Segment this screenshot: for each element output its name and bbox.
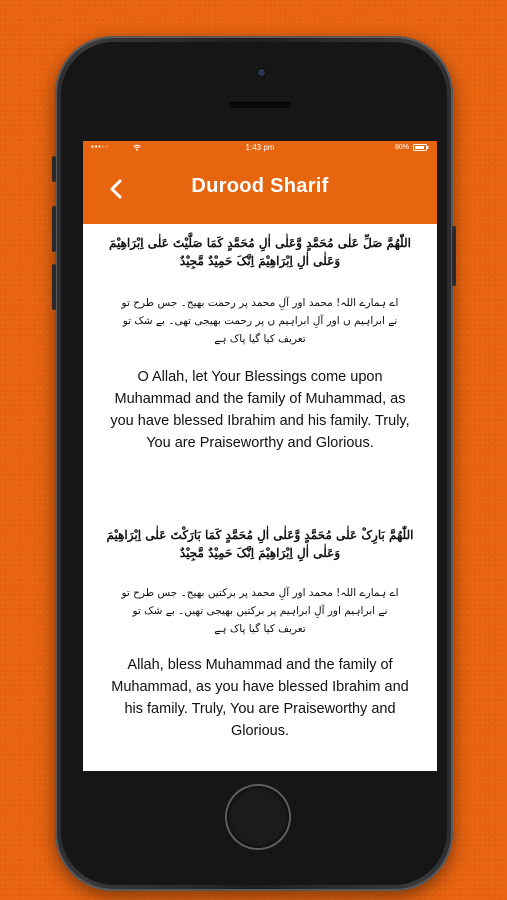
status-bar xyxy=(83,141,437,154)
phone-face xyxy=(61,42,447,885)
arabic-text: اللّٰھُمَّ صَلِّ عَلٰی مُحَمَّدٍ وَّعَلٰی اٰلِ مُحَمَّدٍ کَمَا صَلَّیْتَ عَلٰی اِبْرَاھِیْمَ وَعَلٰی اٰلِ اِبْرَاھِیْمَ اِنَّکَ حَمِیْدٌ مَّجِیْدٌ xyxy=(108,236,412,268)
english-translation: O Allah, let Your Blessings come upon Muhammad and the family of Muhammad, as you have blessed Ibrahim and his family. Truly, You are Praiseworthy and Glorious. xyxy=(110,369,410,451)
earpiece-speaker xyxy=(229,102,291,108)
durood-list[interactable] xyxy=(83,224,437,771)
battery-percentage: 80% xyxy=(394,144,409,151)
durood-item xyxy=(83,234,437,454)
status-time: 1:43 pm xyxy=(245,143,275,152)
mute-switch xyxy=(52,156,56,182)
durood-item xyxy=(83,526,437,742)
front-camera xyxy=(258,69,265,76)
volume-up-button xyxy=(52,206,56,252)
signal-strength: ●●●○○ xyxy=(91,144,109,150)
english-translation: Allah, bless Muhammad and the family of Muhammad, as you have blessed Ibrahim and his family. Truly, You are Praiseworthy and Glorious. xyxy=(111,657,409,739)
arabic-text: اللّٰھُمَّ بَارِکْ عَلٰی مُحَمَّدٍ وَّعَلٰی اٰلِ مُحَمَّدٍ کَمَا بَارَکْتَ عَلٰی اِبْرَاھِیْمَ وَعَلٰی اٰلِ اِبْرَاھِیْمَ اِنَّکَ حَمِیْدٌ مَّجِیْدٌ xyxy=(106,528,414,560)
home-button[interactable] xyxy=(227,786,289,848)
phone-frame xyxy=(55,36,453,891)
app-screen xyxy=(83,141,437,771)
power-button xyxy=(452,226,456,286)
volume-down-button xyxy=(52,264,56,310)
battery-icon xyxy=(413,144,429,151)
page-title: Durood Sharif xyxy=(191,175,329,197)
urdu-translation: اے ہمارے اللہ! محمد اور آلِ محمد پر رحمت بھیج۔ جس طرح تو نے ابراہیم ں اور آلِ ابراہیم ں پر رحمت بھیجی تھی۔ بے شک تو تعریف کیا گیا پاک ہے xyxy=(121,297,399,345)
urdu-translation: اے ہمارے اللہ! محمد اور آلِ محمد پر برکتیں بھیج۔ جس طرح تو نے ابراہیم اور آلِ ابراہیم پر برکتیں بھیجی تھیں۔ بے شک تو تعریف کیا گیا پاک ہے xyxy=(121,587,399,635)
navigation-bar xyxy=(83,154,437,224)
